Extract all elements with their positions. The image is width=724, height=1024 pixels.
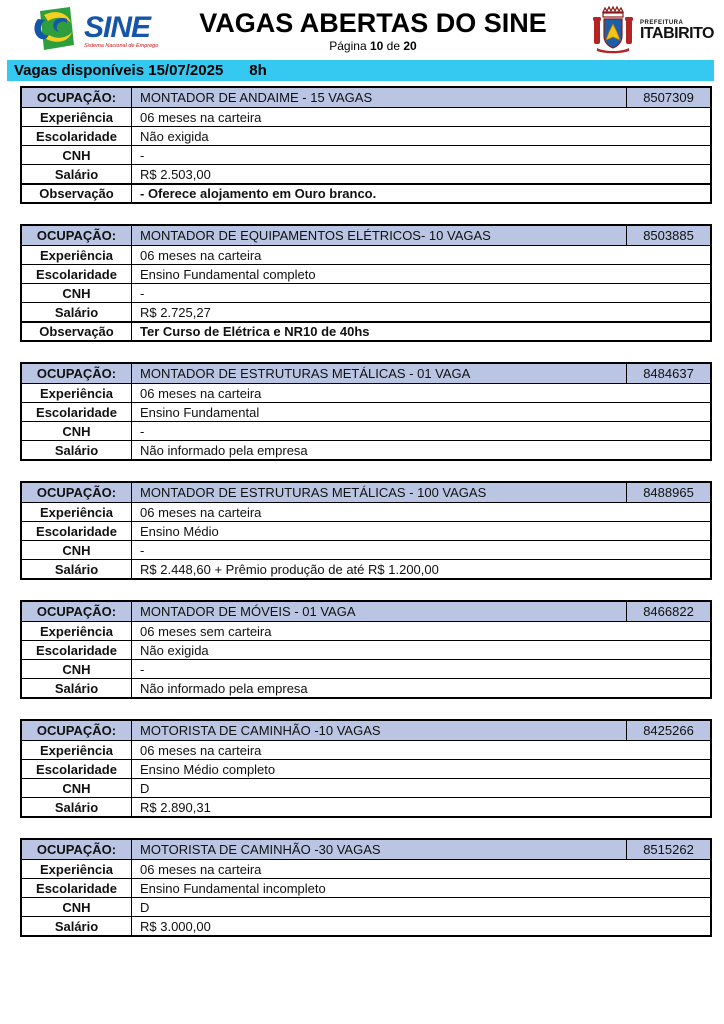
job-license-row <box>22 283 710 302</box>
sine-flag-icon <box>30 5 80 58</box>
job-title: MONTADOR DE EQUIPAMENTOS ELÉTRICOS- 10 VAGAS <box>140 228 491 243</box>
label-salario: Salário <box>22 303 132 321</box>
label-salario: Salário <box>22 441 132 459</box>
job-education-row <box>22 264 710 283</box>
label-salario: Salário <box>22 798 132 816</box>
job-note-row <box>22 183 710 202</box>
label-salario: Salário <box>22 165 132 183</box>
label-cnh: CNH <box>22 541 132 559</box>
job-education-row <box>22 126 710 145</box>
job-salary: R$ 3.000,00 <box>140 918 211 934</box>
job-note: Ter Curso de Elétrica e NR10 de 40hs <box>140 324 370 339</box>
label-escolaridade: Escolaridade <box>22 403 132 421</box>
job-title: MOTORISTA DE CAMINHÃO -10 VAGAS <box>140 723 381 738</box>
label-cnh: CNH <box>22 898 132 916</box>
label-ocupacao: OCUPAÇÃO: <box>22 602 132 621</box>
job-salary-row <box>22 559 710 578</box>
sine-slogan: Sistema Nacional de Emprego <box>84 42 159 49</box>
job-card <box>20 86 712 204</box>
job-education-row <box>22 878 710 897</box>
banner-time: 8h <box>249 62 267 79</box>
label-cnh: CNH <box>22 284 132 302</box>
job-note: - Oferece alojamento em Ouro branco. <box>140 186 377 201</box>
job-card <box>20 224 712 342</box>
label-experiencia: Experiência <box>22 384 132 402</box>
job-card <box>20 600 712 699</box>
job-experience-row <box>22 107 710 126</box>
job-education: Ensino Médio <box>140 523 219 539</box>
job-education: Ensino Fundamental <box>140 404 260 420</box>
job-id: 8503885 <box>626 226 710 245</box>
job-education: Não exigida <box>140 128 209 144</box>
page-number <box>180 39 566 53</box>
job-experience-row <box>22 383 710 402</box>
label-salario: Salário <box>22 560 132 578</box>
job-id: 8507309 <box>626 88 710 107</box>
label-cnh: CNH <box>22 146 132 164</box>
label-cnh: CNH <box>22 422 132 440</box>
job-id: 8466822 <box>626 602 710 621</box>
job-license-row <box>22 421 710 440</box>
label-ocupacao: OCUPAÇÃO: <box>22 483 132 502</box>
sine-logo <box>30 5 180 58</box>
label-ocupacao: OCUPAÇÃO: <box>22 88 132 107</box>
label-experiencia: Experiência <box>22 860 132 878</box>
job-license: - <box>140 423 145 439</box>
title-block <box>180 9 566 54</box>
job-salary-row <box>22 302 710 321</box>
job-salary-row <box>22 916 710 935</box>
job-experience-row <box>22 621 710 640</box>
job-salary-row <box>22 797 710 816</box>
job-education: Ensino Fundamental completo <box>140 266 316 282</box>
job-salary: Não informado pela empresa <box>140 442 308 458</box>
job-experience: 06 meses na carteira <box>140 247 262 263</box>
itabirito-label: ITABIRITO <box>639 25 714 42</box>
job-salary: R$ 2.725,27 <box>140 304 211 320</box>
job-salary-row <box>22 164 710 183</box>
job-license-row <box>22 897 710 916</box>
job-license: D <box>140 899 150 915</box>
job-experience-row <box>22 502 710 521</box>
job-experience-row <box>22 740 710 759</box>
job-card <box>20 719 712 818</box>
job-education: Não exigida <box>140 642 209 658</box>
job-experience: 06 meses na carteira <box>140 504 262 520</box>
page-header <box>0 0 724 60</box>
job-license: - <box>140 661 145 677</box>
job-license-row <box>22 778 710 797</box>
job-experience: 06 meses na carteira <box>140 861 262 877</box>
job-salary: Não informado pela empresa <box>140 680 308 696</box>
label-observacao: Observação <box>22 323 132 340</box>
label-experiencia: Experiência <box>22 246 132 264</box>
job-header-row <box>22 721 710 740</box>
job-education: Ensino Fundamental incompleto <box>140 880 326 896</box>
label-salario: Salário <box>22 679 132 697</box>
label-experiencia: Experiência <box>22 622 132 640</box>
itabirito-crest-icon <box>591 4 635 59</box>
label-escolaridade: Escolaridade <box>22 641 132 659</box>
job-id: 8515262 <box>626 840 710 859</box>
job-experience-row <box>22 245 710 264</box>
job-license: D <box>140 780 150 796</box>
page-number-middle: de <box>386 39 401 54</box>
label-experiencia: Experiência <box>22 741 132 759</box>
job-education: Ensino Médio completo <box>140 761 276 777</box>
job-card <box>20 362 712 461</box>
prefeitura-itabirito-logo <box>566 4 714 59</box>
label-escolaridade: Escolaridade <box>22 760 132 778</box>
label-experiencia: Experiência <box>22 108 132 126</box>
job-salary-row <box>22 440 710 459</box>
job-license-row <box>22 145 710 164</box>
label-ocupacao: OCUPAÇÃO: <box>22 721 132 740</box>
prefeitura-label: PREFEITURA <box>639 20 684 26</box>
label-escolaridade: Escolaridade <box>22 879 132 897</box>
page-number-prefix: Página <box>329 39 367 54</box>
job-header-row <box>22 840 710 859</box>
job-title: MONTADOR DE ESTRUTURAS METÁLICAS - 100 VAGAS <box>140 485 487 500</box>
job-experience: 06 meses na carteira <box>140 385 262 401</box>
job-header-row <box>22 88 710 107</box>
job-experience: 06 meses sem carteira <box>140 623 272 639</box>
job-license: - <box>140 542 145 558</box>
job-title: MONTADOR DE ANDAIME - 15 VAGAS <box>140 90 373 105</box>
job-header-row <box>22 226 710 245</box>
job-education-row <box>22 402 710 421</box>
label-escolaridade: Escolaridade <box>22 265 132 283</box>
label-observacao: Observação <box>22 185 132 202</box>
job-list <box>0 81 724 937</box>
page-title: VAGAS ABERTAS DO SINE <box>199 7 547 38</box>
job-education-row <box>22 759 710 778</box>
label-cnh: CNH <box>22 779 132 797</box>
label-ocupacao: OCUPAÇÃO: <box>22 840 132 859</box>
availability-banner <box>7 60 714 81</box>
page-number-total: 20 <box>403 39 417 54</box>
job-education-row <box>22 521 710 540</box>
job-id: 8484637 <box>626 364 710 383</box>
job-title: MONTADOR DE MÓVEIS - 01 VAGA <box>140 604 356 619</box>
banner-date: Vagas disponíveis 15/07/2025 <box>14 62 224 79</box>
job-education-row <box>22 640 710 659</box>
job-title: MOTORISTA DE CAMINHÃO -30 VAGAS <box>140 842 381 857</box>
job-salary: R$ 2.448,60 + Prêmio produção de até R$ 1.200,00 <box>140 561 439 577</box>
label-ocupacao: OCUPAÇÃO: <box>22 226 132 245</box>
job-license-row <box>22 659 710 678</box>
job-header-row <box>22 483 710 502</box>
job-card <box>20 838 712 937</box>
job-title: MONTADOR DE ESTRUTURAS METÁLICAS - 01 VAGA <box>140 366 471 381</box>
job-salary-row <box>22 678 710 697</box>
job-license-row <box>22 540 710 559</box>
job-note-row <box>22 321 710 340</box>
label-escolaridade: Escolaridade <box>22 127 132 145</box>
label-escolaridade: Escolaridade <box>22 522 132 540</box>
job-header-row <box>22 602 710 621</box>
label-salario: Salário <box>22 917 132 935</box>
job-card <box>20 481 712 580</box>
label-ocupacao: OCUPAÇÃO: <box>22 364 132 383</box>
job-salary: R$ 2.503,00 <box>140 166 211 182</box>
label-cnh: CNH <box>22 660 132 678</box>
page-number-current: 10 <box>369 39 384 54</box>
job-license: - <box>140 147 145 163</box>
job-experience: 06 meses na carteira <box>140 109 262 125</box>
sine-wordmark: SINE <box>84 10 151 44</box>
job-id: 8488965 <box>626 483 710 502</box>
job-salary: R$ 2.890,31 <box>140 799 211 815</box>
label-experiencia: Experiência <box>22 503 132 521</box>
job-experience-row <box>22 859 710 878</box>
job-experience: 06 meses na carteira <box>140 742 262 758</box>
job-id: 8425266 <box>626 721 710 740</box>
job-license: - <box>140 285 145 301</box>
job-header-row <box>22 364 710 383</box>
